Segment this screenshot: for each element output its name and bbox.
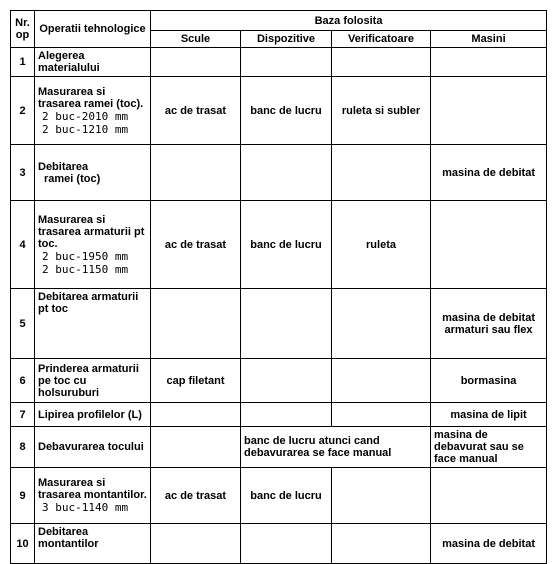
operation-subtext: 2 buc-2010 mm bbox=[42, 109, 129, 123]
operation-subtext: 2 buc-1950 mm bbox=[42, 249, 129, 263]
operation-cell: Prinderea armaturii pe toc cu holsuruburi bbox=[35, 359, 151, 403]
operation-text: Debitarea bbox=[38, 526, 89, 538]
scule-cell bbox=[151, 48, 241, 77]
operation-text: Masurarea si trasarea armaturii pt toc. bbox=[38, 213, 145, 250]
masini-cell: masina de debitat armaturi sau flex bbox=[431, 289, 547, 359]
operation-cell bbox=[35, 77, 151, 145]
dispozitive-cell: banc de lucru bbox=[241, 201, 332, 289]
dispozitive-cell bbox=[241, 145, 332, 201]
operations-table bbox=[10, 10, 547, 564]
table-row bbox=[11, 77, 547, 145]
table-row bbox=[11, 48, 547, 77]
verificatoare-cell bbox=[332, 524, 431, 564]
row-number: 3 bbox=[11, 145, 35, 201]
scule-cell bbox=[151, 145, 241, 201]
dispozitive-cell: banc de lucru bbox=[241, 468, 332, 524]
row-number: 1 bbox=[11, 48, 35, 77]
row-number: 10 bbox=[11, 524, 35, 564]
scule-cell bbox=[151, 289, 241, 359]
header-baza: Baza folosita bbox=[151, 11, 547, 31]
operation-subtext: 2 buc-1210 mm bbox=[42, 122, 129, 136]
row-number: 5 bbox=[11, 289, 35, 359]
verificatoare-cell bbox=[332, 468, 431, 524]
header-operatii: Operatii tehnologice bbox=[35, 11, 151, 48]
operation-cell bbox=[35, 201, 151, 289]
masini-cell: masina de debitat bbox=[431, 145, 547, 201]
row-number: 7 bbox=[11, 403, 35, 427]
operation-cell: Debitarea armaturii pt toc bbox=[35, 289, 151, 359]
scule-cell: ac de trasat bbox=[151, 201, 241, 289]
masini-cell: masina de debavurat sau se face manual bbox=[431, 427, 547, 468]
operation-cell: Debavurarea tocului bbox=[35, 427, 151, 468]
verificatoare-cell bbox=[332, 48, 431, 77]
scule-cell: ac de trasat bbox=[151, 77, 241, 145]
header-row-1 bbox=[11, 11, 547, 31]
operation-text: Masurarea si trasarea montantilor. bbox=[38, 477, 147, 501]
masini-cell bbox=[431, 48, 547, 77]
operation-text-2: ramei (toc) bbox=[44, 172, 101, 185]
dispozitive-cell bbox=[241, 524, 332, 564]
operation-text: Masurarea si trasarea ramei (toc). bbox=[38, 85, 144, 110]
verificatoare-cell bbox=[332, 359, 431, 403]
header-scule: Scule bbox=[151, 31, 241, 48]
table-row bbox=[11, 289, 547, 359]
dispozitive-cell bbox=[241, 359, 332, 403]
row-number: 6 bbox=[11, 359, 35, 403]
verificatoare-cell bbox=[332, 403, 431, 427]
dispozitive-cell bbox=[241, 48, 332, 77]
dispozitive-cell bbox=[241, 403, 332, 427]
dispozitive-cell: banc de lucru bbox=[241, 77, 332, 145]
row-number: 9 bbox=[11, 468, 35, 524]
header-masini: Masini bbox=[431, 31, 547, 48]
table-row bbox=[11, 201, 547, 289]
masini-cell bbox=[431, 201, 547, 289]
masini-cell: bormasina bbox=[431, 359, 547, 403]
header-nr-op: Nr. op bbox=[11, 11, 35, 48]
row-number: 4 bbox=[11, 201, 35, 289]
operation-subtext: 2 buc-1150 mm bbox=[42, 262, 129, 276]
table-row bbox=[11, 403, 547, 427]
table-row bbox=[11, 359, 547, 403]
scule-cell: ac de trasat bbox=[151, 468, 241, 524]
operation-cell: Alegerea materialului bbox=[35, 48, 151, 77]
operation-cell bbox=[35, 145, 151, 201]
verificatoare-cell: ruleta bbox=[332, 201, 431, 289]
operation-text: Debitarea bbox=[38, 160, 89, 173]
scule-cell bbox=[151, 524, 241, 564]
scule-cell bbox=[151, 427, 241, 468]
masini-cell: masina de lipit bbox=[431, 403, 547, 427]
verificatoare-cell bbox=[332, 289, 431, 359]
table-row bbox=[11, 427, 547, 468]
masini-cell bbox=[431, 77, 547, 145]
header-dispozitive: Dispozitive bbox=[241, 31, 332, 48]
operation-cell: Lipirea profilelor (L) bbox=[35, 403, 151, 427]
operation-cell bbox=[35, 524, 151, 564]
scule-cell: cap filetant bbox=[151, 359, 241, 403]
table-row bbox=[11, 524, 547, 564]
operation-subtext: 3 buc-1140 mm bbox=[42, 501, 129, 514]
masini-cell: masina de debitat bbox=[431, 524, 547, 564]
scule-cell bbox=[151, 403, 241, 427]
dispozitive-cell bbox=[241, 289, 332, 359]
row-number: 2 bbox=[11, 77, 35, 145]
verificatoare-cell: ruleta si subler bbox=[332, 77, 431, 145]
dispozitive-cell: banc de lucru atunci cand debavurarea se face manual bbox=[241, 427, 431, 468]
table-row bbox=[11, 468, 547, 524]
masini-cell bbox=[431, 468, 547, 524]
verificatoare-cell bbox=[332, 145, 431, 201]
header-verificatoare: Verificatoare bbox=[332, 31, 431, 48]
operation-text-2: montantilor bbox=[38, 538, 99, 550]
row-number: 8 bbox=[11, 427, 35, 468]
operation-cell bbox=[35, 468, 151, 524]
table-row bbox=[11, 145, 547, 201]
